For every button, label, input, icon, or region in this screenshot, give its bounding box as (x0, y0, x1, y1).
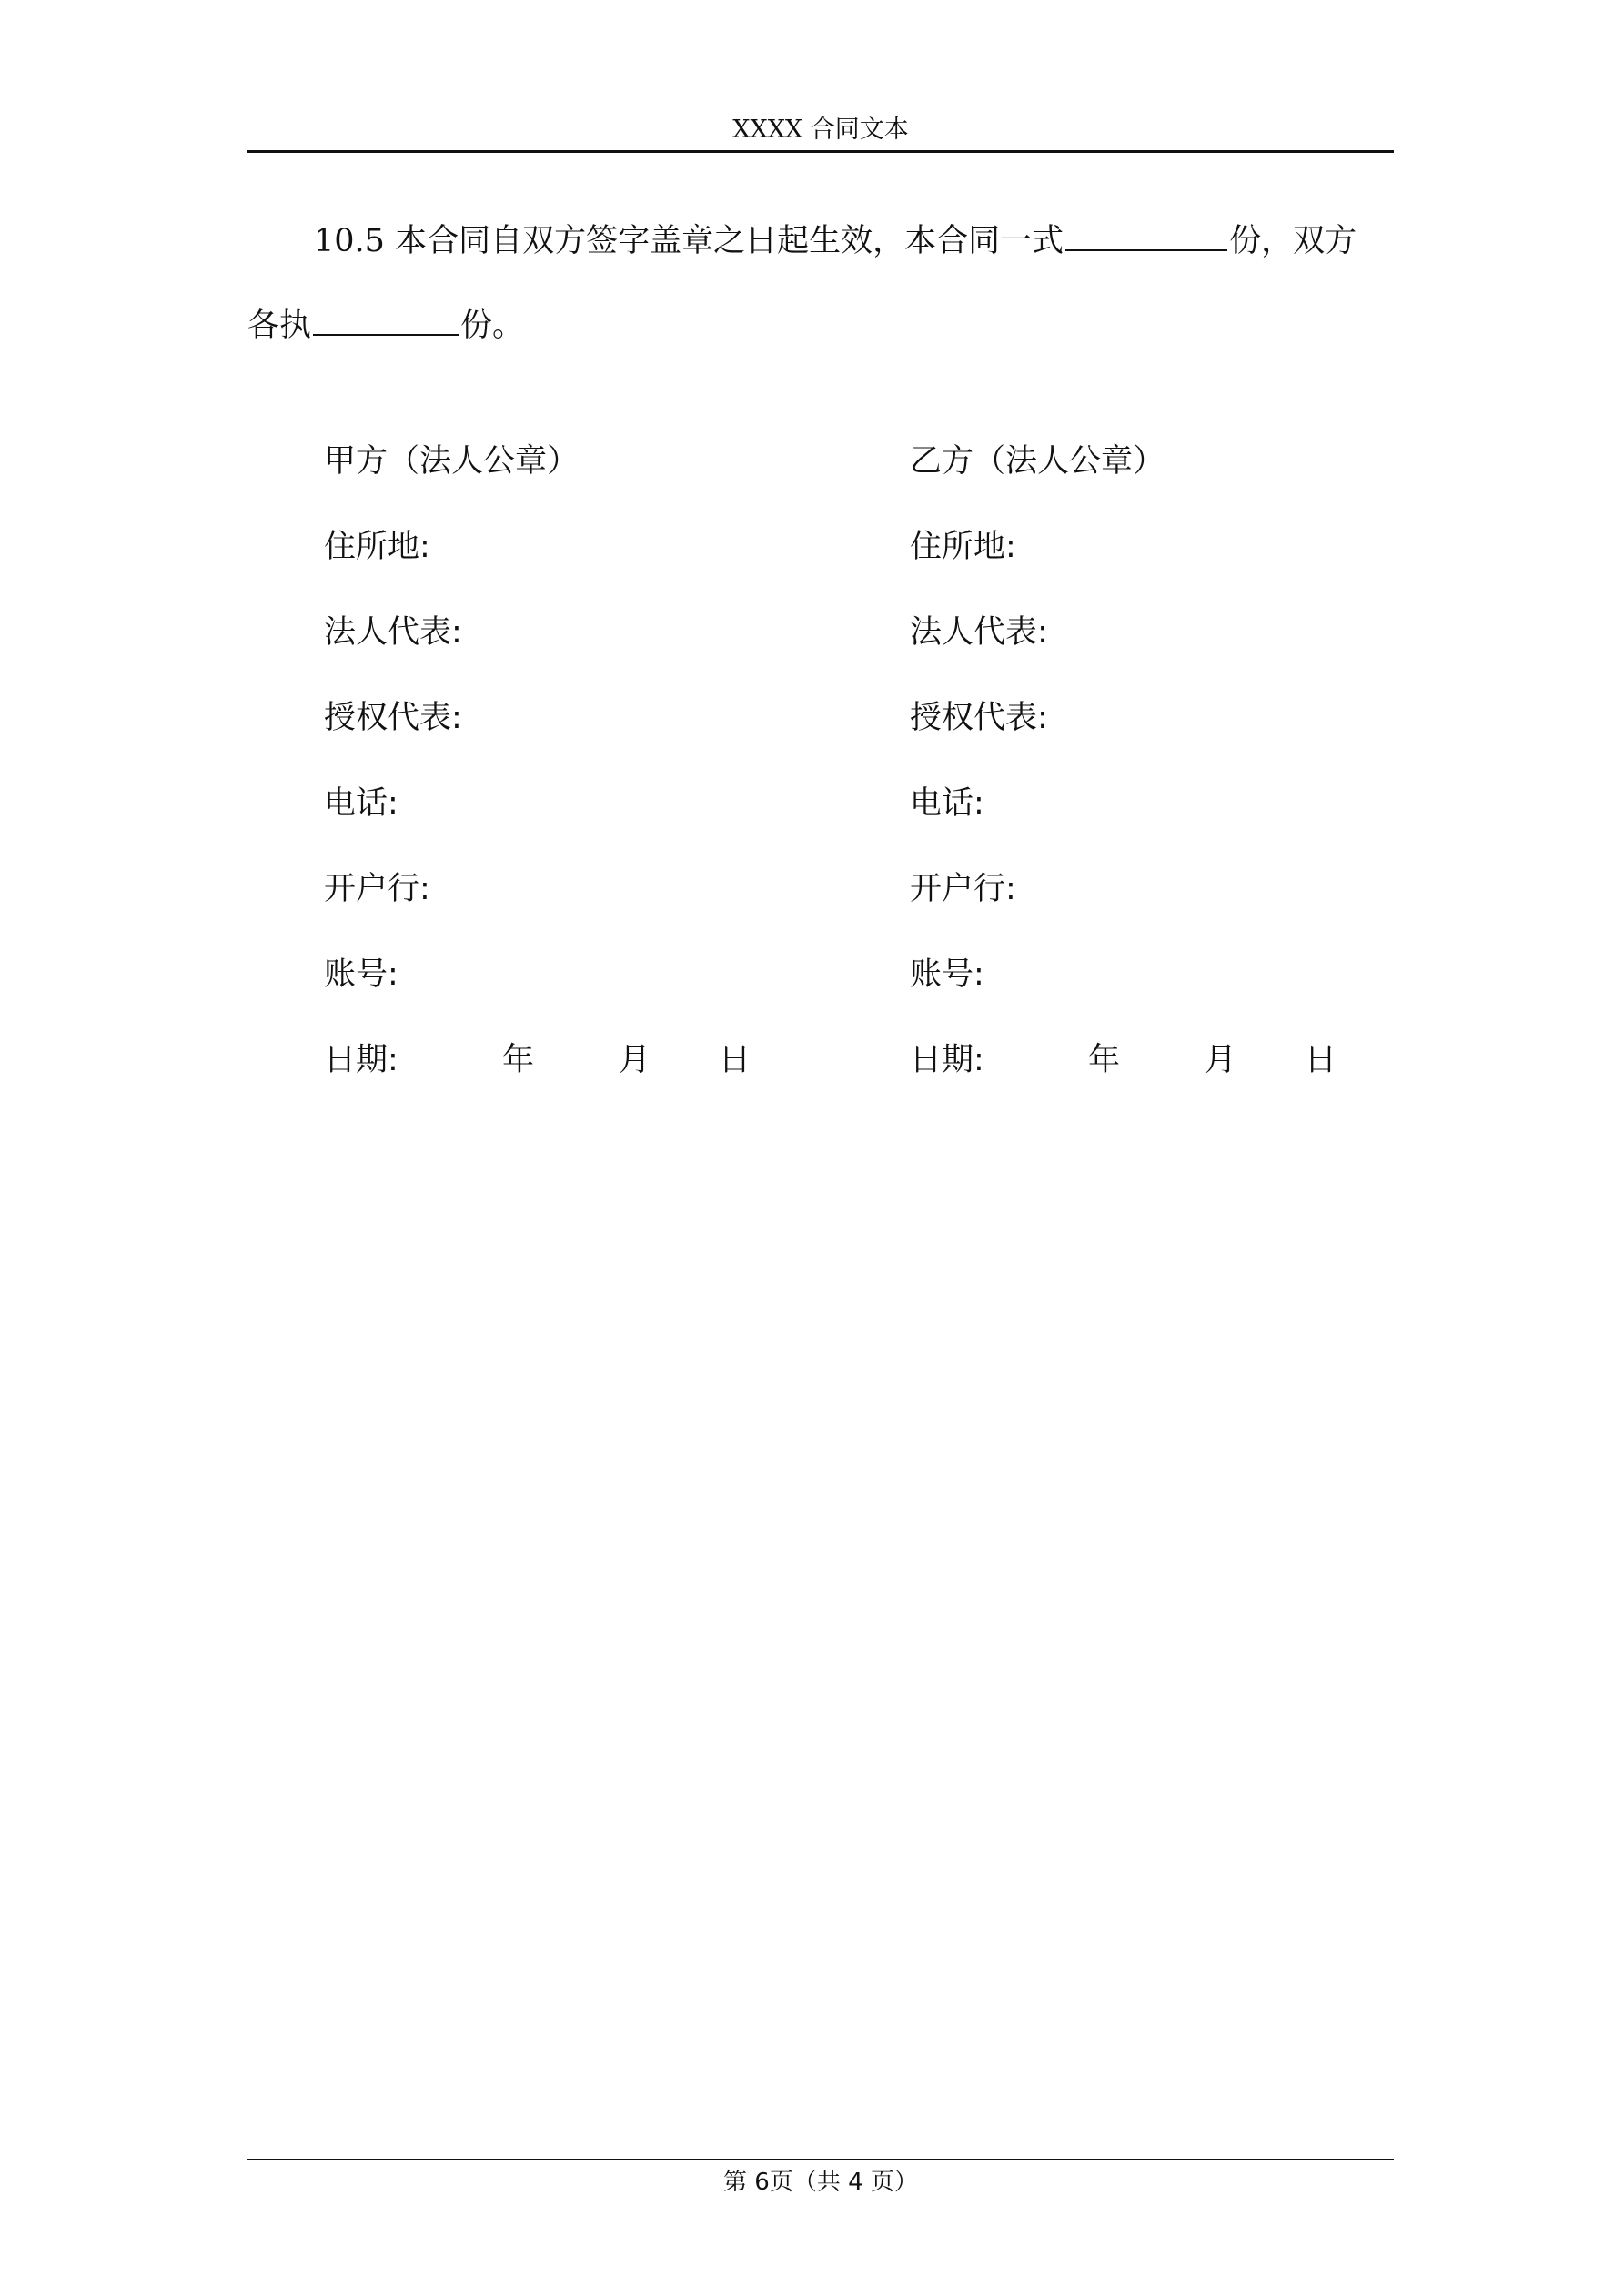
clause-line2-start: 各执 (247, 308, 312, 344)
party-b-legal-rep-label: 法人代表: (910, 614, 1048, 651)
party-a-address-label: 住所地: (324, 529, 430, 565)
party-a-day: 日 (719, 1042, 751, 1078)
document-header-title: XXXX 合同文本 (732, 116, 909, 144)
party-a-bank-label: 开户行: (324, 871, 430, 907)
header-divider (247, 150, 1394, 153)
party-b-authorized-rep-label: 授权代表: (910, 700, 1048, 736)
party-a-title: 甲方（法人公章） (324, 443, 580, 480)
party-b-bank-label: 开户行: (910, 871, 1016, 907)
footer-divider (247, 2159, 1394, 2160)
party-b-address-label: 住所地: (910, 529, 1016, 565)
party-a-month: 月 (619, 1042, 651, 1078)
party-b-date-label: 日期: (910, 1042, 984, 1078)
party-b-date-row (910, 1040, 1337, 1126)
party-a-phone-label: 电话: (324, 785, 398, 822)
clause-line-1 (314, 221, 1357, 261)
party-b-year: 年 (1088, 1042, 1121, 1078)
party-a-account-label: 账号: (324, 956, 398, 993)
party-b-month: 月 (1205, 1042, 1237, 1078)
party-a-block (324, 441, 751, 1126)
party-b-phone-label: 电话: (910, 785, 984, 822)
clause-text-start: 本合同自双方签字盖章之日起生效，本合同一式 (384, 223, 1064, 259)
clause-number: 10.5 (314, 223, 385, 259)
clause-line-2 (247, 306, 524, 346)
copies-total-blank[interactable] (1065, 222, 1227, 251)
party-a-date-row (324, 1040, 751, 1126)
party-a-year: 年 (502, 1042, 535, 1078)
clause-line2-end: 份。 (460, 308, 525, 344)
party-a-authorized-rep-label: 授权代表: (324, 700, 462, 736)
party-a-date-label: 日期: (324, 1042, 398, 1078)
party-b-title: 乙方（法人公章） (910, 443, 1165, 480)
page-number: 第 6页（共 4 页） (723, 2169, 918, 2196)
party-b-block (910, 441, 1337, 1126)
party-a-legal-rep-label: 法人代表: (324, 614, 462, 651)
party-b-account-label: 账号: (910, 956, 984, 993)
clause-text-after-blank: 份，双方 (1229, 223, 1357, 259)
copies-each-blank[interactable] (313, 307, 459, 336)
party-b-day: 日 (1305, 1042, 1337, 1078)
